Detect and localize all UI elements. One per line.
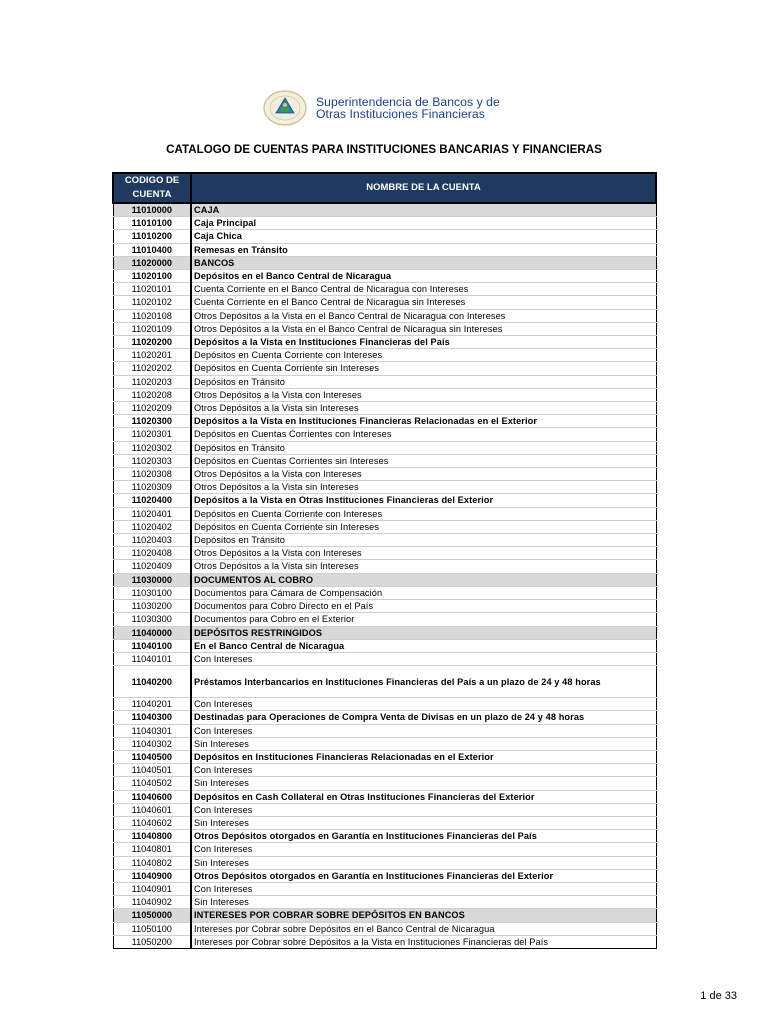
account-name: Otros Depósitos a la Vista sin Intereses [191,402,656,415]
account-code: 11020309 [113,481,191,494]
account-code: 11040000 [113,626,191,639]
account-name: Depósitos a la Vista en Instituciones Financieras Relacionadas en el Exterior [191,415,656,428]
table-row [113,362,656,375]
table-row [113,922,656,935]
account-code: 11020303 [113,454,191,467]
account-name: Depósitos en Cuenta Corriente con Intereses [191,507,656,520]
table-row [113,856,656,869]
account-code: 11010400 [113,243,191,256]
account-code: 11020400 [113,494,191,507]
table-row [113,666,656,698]
account-code: 11040501 [113,764,191,777]
account-name: Otros Depósitos a la Vista con Intereses [191,468,656,481]
table-row [113,428,656,441]
account-code: 11040100 [113,639,191,652]
account-code: 11020401 [113,507,191,520]
account-name: Con Intereses [191,652,656,665]
account-name: Documentos para Cobro Directo en el País [191,600,656,613]
table-row [113,698,656,711]
account-name: DOCUMENTOS AL COBRO [191,573,656,586]
table-row [113,830,656,843]
account-name: Depósitos en Instituciones Financieras Relacionadas en el Exterior [191,750,656,763]
account-code: 11020000 [113,256,191,269]
table-row [113,336,656,349]
table-row [113,296,656,309]
document-header [262,86,522,130]
account-name: Depósitos en Tránsito [191,534,656,547]
account-code: 11030300 [113,613,191,626]
account-name: Otros Depósitos a la Vista con Intereses [191,547,656,560]
account-name: CAJA [191,203,656,217]
account-name: Sin Intereses [191,856,656,869]
account-code: 11040300 [113,711,191,724]
table-row [113,270,656,283]
table-row [113,737,656,750]
table-row [113,454,656,467]
table-row [113,520,656,533]
account-name: Con Intereses [191,803,656,816]
table-row [113,507,656,520]
table-row [113,896,656,909]
table-row [113,724,656,737]
account-code: 11020200 [113,336,191,349]
account-code: 11050200 [113,935,191,948]
account-code: 11020301 [113,428,191,441]
account-code: 11040302 [113,737,191,750]
account-code: 11010200 [113,230,191,243]
account-code: 11040902 [113,896,191,909]
table-row [113,639,656,652]
account-name: Otros Depósitos a la Vista con Intereses [191,388,656,401]
account-name: Depósitos en Cash Collateral en Otras Instituciones Financieras del Exterior [191,790,656,803]
table-row [113,309,656,322]
account-name: Cuenta Corriente en el Banco Central de Nicaragua con Intereses [191,283,656,296]
account-code: 11020402 [113,520,191,533]
account-code: 11020403 [113,534,191,547]
table-row [113,349,656,362]
table-row [113,790,656,803]
account-code: 11040101 [113,652,191,665]
account-name: Sin Intereses [191,816,656,829]
account-name: Otros Depósitos a la Vista en el Banco Central de Nicaragua con Intereses [191,309,656,322]
account-code: 11050000 [113,909,191,922]
table-row [113,283,656,296]
account-name: Destinadas para Operaciones de Compra Venta de Divisas en un plazo de 24 y 48 horas [191,711,656,724]
account-code: 11050100 [113,922,191,935]
account-code: 11020300 [113,415,191,428]
table-row [113,626,656,639]
account-name: DEPÓSITOS RESTRINGIDOS [191,626,656,639]
table-row [113,869,656,882]
account-code: 11040301 [113,724,191,737]
account-name: Documentos para Cámara de Compensación [191,586,656,599]
account-code: 11020203 [113,375,191,388]
account-name: Depósitos a la Vista en Otras Instituciones Financieras del Exterior [191,494,656,507]
accounts-table [112,172,657,949]
account-name: Con Intereses [191,698,656,711]
table-header-row [113,173,656,203]
account-name: BANCOS [191,256,656,269]
account-code: 11020302 [113,441,191,454]
account-code: 11040201 [113,698,191,711]
account-name: Con Intereses [191,764,656,777]
account-name: Cuenta Corriente en el Banco Central de Nicaragua sin Intereses [191,296,656,309]
seal-logo-icon [262,88,308,128]
table-row [113,652,656,665]
account-code: 11040600 [113,790,191,803]
account-name: Otros Depósitos otorgados en Garantía en Instituciones Financieras del País [191,830,656,843]
account-name: Depósitos a la Vista en Instituciones Financieras del País [191,336,656,349]
account-name: Préstamos Interbancarios en Instituciones Financieras del País a un plazo de 24 y 48 horas [191,666,656,698]
table-row [113,217,656,230]
account-code: 11040801 [113,843,191,856]
account-code: 11020202 [113,362,191,375]
account-name: En el Banco Central de Nicaragua [191,639,656,652]
account-name: Caja Principal [191,217,656,230]
account-name: Depósitos en el Banco Central de Nicaragua [191,270,656,283]
account-name: Depósitos en Cuenta Corriente sin Intereses [191,362,656,375]
account-name: Depósitos en Cuenta Corriente con Intereses [191,349,656,362]
account-code: 11040900 [113,869,191,882]
table-row [113,909,656,922]
table-row [113,613,656,626]
account-code: 11020109 [113,322,191,335]
organization-name-line1: Superintendencia de Bancos y de [316,94,500,109]
account-code: 11020102 [113,296,191,309]
table-row [113,573,656,586]
account-code: 11040901 [113,882,191,895]
account-name: Documentos para Cobro en el Exterior [191,613,656,626]
account-name: Sin Intereses [191,896,656,909]
table-row [113,415,656,428]
table-row [113,750,656,763]
account-code: 11020308 [113,468,191,481]
account-name: Intereses por Cobrar sobre Depósitos en el Banco Central de Nicaragua [191,922,656,935]
table-row [113,777,656,790]
page-number: 1 de 33 [700,990,737,1002]
account-name: Con Intereses [191,724,656,737]
table-row [113,388,656,401]
account-name: Con Intereses [191,843,656,856]
table-row [113,256,656,269]
account-code: 11020408 [113,547,191,560]
account-name: Depósitos en Tránsito [191,441,656,454]
account-name: Remesas en Tránsito [191,243,656,256]
account-code: 11010000 [113,203,191,217]
account-code: 11040502 [113,777,191,790]
account-code: 11020208 [113,388,191,401]
table-row [113,882,656,895]
account-code: 11030200 [113,600,191,613]
table-row [113,764,656,777]
table-row [113,243,656,256]
table-row [113,560,656,573]
account-code: 11020100 [113,270,191,283]
account-code: 11040802 [113,856,191,869]
table-row [113,230,656,243]
account-name: Sin Intereses [191,777,656,790]
account-code: 11040200 [113,666,191,698]
account-code: 11020108 [113,309,191,322]
table-row [113,203,656,217]
table-row [113,547,656,560]
table-row [113,935,656,948]
table-row [113,322,656,335]
organization-name-line2: Otras Instituciones Financieras [316,107,485,121]
account-code: 11040800 [113,830,191,843]
table-row [113,481,656,494]
table-row [113,468,656,481]
account-code: 11020101 [113,283,191,296]
account-code: 11030000 [113,573,191,586]
table-row [113,402,656,415]
account-name: Otros Depósitos a la Vista sin Intereses [191,560,656,573]
account-name: Caja Chica [191,230,656,243]
account-name: Otros Depósitos otorgados en Garantía en Instituciones Financieras del Exterior [191,869,656,882]
account-name: Depósitos en Tránsito [191,375,656,388]
table-row [113,586,656,599]
account-code: 11010100 [113,217,191,230]
table-body [113,203,656,948]
account-code: 11040602 [113,816,191,829]
table-row [113,816,656,829]
account-code: 11020201 [113,349,191,362]
account-code: 11040601 [113,803,191,816]
table-row [113,803,656,816]
table-row [113,441,656,454]
account-name: Sin Intereses [191,737,656,750]
account-name: Otros Depósitos a la Vista en el Banco Central de Nicaragua sin Intereses [191,322,656,335]
column-header-name: NOMBRE DE LA CUENTA [191,173,656,203]
table-row [113,494,656,507]
document-title: CATALOGO DE CUENTAS PARA INSTITUCIONES BANCARIAS Y FINANCIERAS [166,143,602,156]
column-header-code-line2: CUENTA [132,189,172,200]
table-row [113,375,656,388]
account-name: Con Intereses [191,882,656,895]
account-name: Depósitos en Cuentas Corrientes con Intereses [191,428,656,441]
column-header-code [113,173,191,203]
table-row [113,843,656,856]
table-row [113,600,656,613]
account-code: 11030100 [113,586,191,599]
account-code: 11020209 [113,402,191,415]
column-header-code-line1: CODIGO DE [124,175,180,186]
organization-name [316,96,500,121]
account-name: Depósitos en Cuenta Corriente sin Intereses [191,520,656,533]
table-row [113,534,656,547]
account-name: Otros Depósitos a la Vista sin Intereses [191,481,656,494]
account-name: INTERESES POR COBRAR SOBRE DEPÓSITOS EN BANCOS [191,909,656,922]
account-code: 11040500 [113,750,191,763]
account-code: 11020409 [113,560,191,573]
account-name: Depósitos en Cuentas Corrientes sin Intereses [191,454,656,467]
table-row [113,711,656,724]
account-name: Intereses por Cobrar sobre Depósitos a la Vista en Instituciones Financieras del País [191,935,656,948]
